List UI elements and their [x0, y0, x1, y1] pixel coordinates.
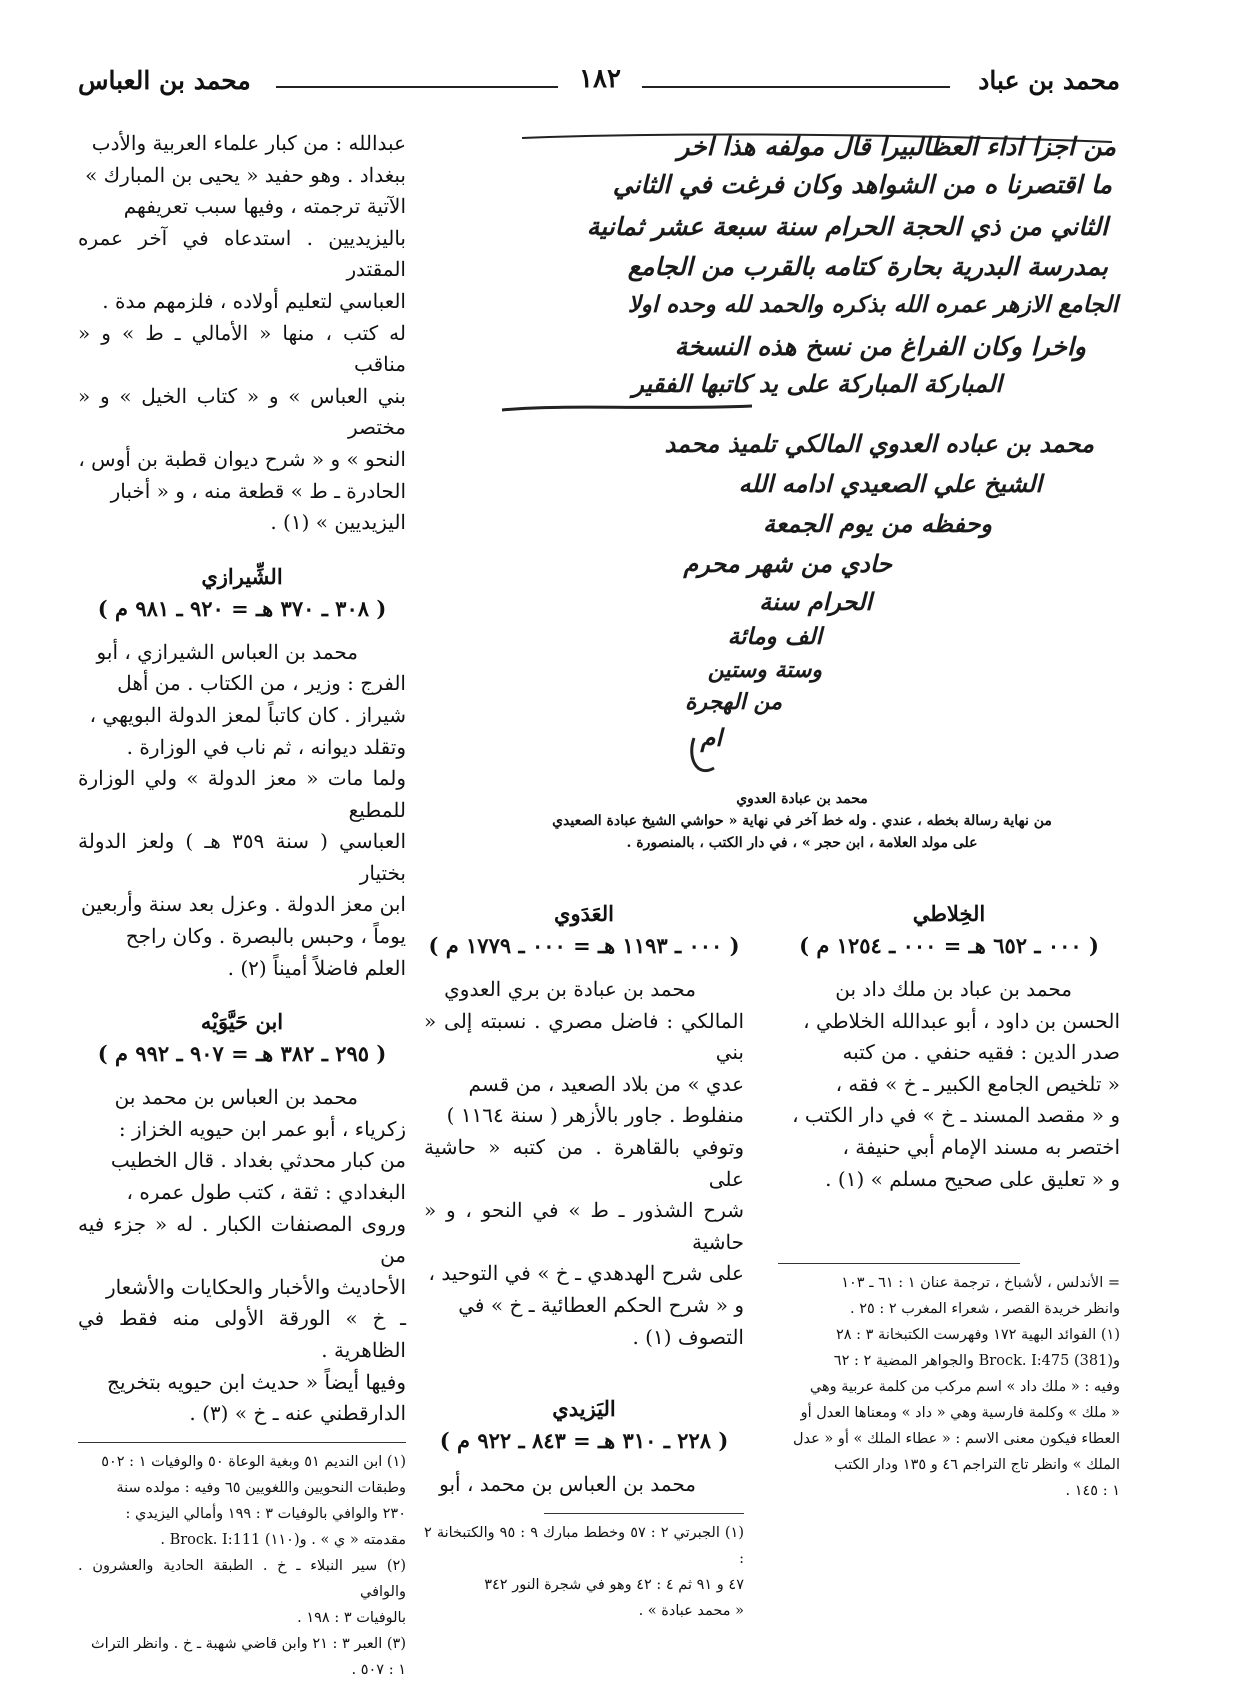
text-line: بني العباس » و « كتاب الخيل » و « مختصر	[78, 383, 406, 440]
footnotes	[78, 1449, 406, 1683]
text-line: الحسن بن داود ، أبو عبدالله الخلاطي ،	[803, 1008, 1120, 1033]
text-line: عدي » من بلاد الصعيد ، من قسم	[468, 1071, 744, 1096]
footnote-line: (١) ابن النديم ٥١ وبغية الوعاة ٥٠ والوفيات ١ : ٥٠٢	[101, 1453, 406, 1470]
footnote-line: « محمد عبادة » .	[638, 1602, 744, 1619]
entry-title: الشِّيرازي	[201, 563, 283, 589]
footnote-line: (١) الجبرتي ٢ : ٥٧ وخطط مبارك ٩ : ٩٥ والكتبخانة ٢ :	[424, 1524, 745, 1567]
manuscript-line: بمدرسة البدرية بحارة كتامه بالقرب من الجامع	[627, 252, 1108, 281]
text-line: العباسي لتعليم أولاده ، فلزمهم مدة .	[102, 288, 406, 313]
text-line: محمد بن العباس بن محمد ، أبو	[439, 1472, 696, 1497]
text-line: وتوفي بالقاهرة . من كتبه « حاشية على	[424, 1134, 744, 1191]
caption-line: من نهاية رسالة بخطه ، عندي . وله خط آخر في نهاية « حواشي الشيخ عبادة الصعيدي	[552, 813, 1052, 829]
text-line: على شرح الهدهدي ـ خ » في التوحيد ،	[428, 1261, 744, 1286]
text-line: المالكي : فاضل مصري . نسبته إلى « بني	[424, 1008, 744, 1065]
footnote-line: ٤٧ و ٩١ ثم ٤ : ٤٢ وهو في شجرة النور ٣٤٢	[484, 1576, 744, 1593]
manuscript-line: محمد بن عباده العدوي المالكي تلميذ محمد	[664, 430, 1094, 458]
text-line: العباسي ( سنة ٣٥٩ هـ ) ولعز الدولة بختيار	[78, 829, 407, 885]
manuscript-line: الحرام سنة	[759, 588, 872, 616]
text-line: ولما مات « معز الدولة » ولي الوزارة للمطيع	[78, 766, 406, 822]
footnotes	[424, 1520, 744, 1624]
text-line: و « مقصد المسند ـ خ » في دار الكتب ،	[792, 1103, 1120, 1128]
footnote-rule	[78, 1442, 406, 1443]
footnote-line: (١) الفوائد البهية ١٧٢ وفهرست الكتبخانة ٣ : ٢٨	[835, 1327, 1120, 1344]
entry-adawi	[424, 898, 744, 1353]
text-line: ببغداد . وهو حفيد « يحيى بن المبارك »	[85, 162, 406, 187]
text-line: من كبار محدثي بغداد . قال الخطيب	[110, 1148, 406, 1173]
manuscript-line: حادي من شهر محرم	[683, 550, 892, 578]
entry-dates: ( ٠٠٠ ـ ٦٥٢ هـ = ٠٠٠ ـ ١٢٥٤ م )	[799, 933, 1099, 958]
text-line: له كتب ، منها « الأمالي ـ ط » و « مناقب	[78, 320, 406, 377]
manuscript-line: الشيخ علي الصعيدي ادامه الله	[738, 470, 1042, 498]
text-line: الفرج : وزير ، من الكتاب . من أهل	[117, 671, 406, 696]
header-rule-left	[276, 86, 558, 88]
text-line: النحو » و « شرح ديوان قطبة بن أوس ،	[78, 446, 406, 471]
entry-title: الخِلاطي	[912, 901, 986, 926]
text-line: وروى المصنفات الكبار . له « جزء فيه من	[78, 1211, 406, 1268]
footnote-line: (٣) العبر ٣ : ٢١ وابن قاضي شهبة ـ خ . وانظر التراث	[90, 1635, 406, 1652]
footnote-line: بالوفيات ٣ : ١٩٨ .	[297, 1609, 406, 1626]
manuscript-line: واخرا وكان الفراغ من نسخ هذه النسخة	[674, 332, 1086, 361]
text-line: « تلخيص الجامع الكبير ـ خ » فقه ،	[835, 1071, 1120, 1096]
entry-yazidi	[424, 1393, 744, 1501]
manuscript-image	[482, 128, 1122, 788]
header-left-name: محمد بن العباس	[78, 66, 251, 95]
manuscript-line: الثاني من ذي الحجة الحرام سنة سبعة عشر ثمانية	[586, 212, 1108, 241]
text-line: باليزيديين . استدعاه في آخر عمره المقتدر	[78, 225, 406, 282]
text-line: الآتية ترجمته ، وفيها سبب تعريفهم	[123, 194, 406, 219]
entry-dates: ( ٠٠٠ ـ ١١٩٣ هـ = ٠٠٠ ـ ١٧٧٩ م )	[428, 933, 740, 958]
text-line: ـ خ » الورقة الأولى منه فقط في الظاهرية .	[78, 1306, 406, 1362]
entry-title: ابن حَيَّوَيْه	[200, 1009, 284, 1035]
footnote-line: العطاء فيكون معنى الاسم : « عطاء الملك » أو « عدل	[792, 1431, 1120, 1448]
footnote-line: (٢) سير النبلاء ـ خ . الطبقة الحادية والعشرون . والوافي	[78, 1557, 406, 1600]
footnote-line: ١ : ٥٠٧ .	[351, 1661, 406, 1678]
entry-dates: ( ٣٠٨ ـ ٣٧٠ هـ = ٩٢٠ ـ ٩٨١ م )	[97, 595, 387, 621]
text-line: منفلوط . جاور بالأزهر ( سنة ١١٦٤ )	[446, 1103, 744, 1128]
footnote-line: = الأندلس ، لأشباخ ، ترجمة عنان ١ : ٦١ ـ ١٠٣	[841, 1275, 1120, 1292]
footnote-line: مقدمته « ي » . و(١١٠) Brock. I:111 .	[160, 1531, 406, 1548]
text-line: محمد بن العباس الشيرازي ، أبو	[96, 639, 358, 664]
footnote-rule	[778, 1263, 1020, 1264]
yazidi-continuation	[78, 128, 406, 539]
footnote-line: وانظر خريدة القصر ، شعراء المغرب ٢ : ٢٥ .	[849, 1301, 1120, 1318]
manuscript-caption	[482, 788, 1122, 854]
text-line: وتقلد ديوانه ، ثم ناب في الوزارة .	[126, 734, 406, 759]
text-line: محمد بن عباد بن ملك داد بن	[835, 977, 1072, 1001]
manuscript-line: الجامع الازهر عمره الله بذكره والحمد لله وحده اولا	[627, 292, 1118, 318]
entry-ibn-hayyawayh	[78, 1006, 406, 1430]
text-line: و « تعليق على صحيح مسلم » (١) .	[825, 1166, 1120, 1191]
text-line: و « شرح الحكم العطائية ـ خ » في	[458, 1292, 744, 1317]
caption-line: على مولد العلامة ، ابن حجر » ، في دار الكتب ، بالمنصورة .	[626, 835, 978, 851]
middle-column	[424, 898, 744, 1624]
text-line: اختصر به مسند الإمام أبي حنيفة ،	[842, 1134, 1120, 1159]
text-line: عبدالله : من كبار علماء العربية والأدب	[91, 131, 406, 155]
manuscript-line: من اجزا اداء العظالبيرا قال مولفه هذا اخر	[677, 132, 1116, 161]
footnote-line: ١ : ١٤٥ .	[1065, 1483, 1120, 1500]
text-line: يوماً ، وحبس بالبصرة . وكان راجح	[125, 924, 406, 949]
entry-title: العَدَوي	[554, 901, 614, 926]
footnote-line: وفيه : « ملك داد » اسم مركب من كلمة عربية وهي	[809, 1379, 1120, 1396]
text-line: اليزيديين » (١) .	[270, 510, 406, 535]
entry-shirazi	[78, 561, 406, 985]
entry-dates: ( ٢٢٨ ـ ٣١٠ هـ = ٨٤٣ ـ ٩٢٢ م )	[439, 1428, 729, 1454]
entry-title: اليَزيدي	[552, 1396, 616, 1422]
text-line: البغدادي : ثقة ، كتب طول عمره ،	[126, 1180, 406, 1205]
text-line: محمد بن عبادة بن بري العدوي	[444, 977, 696, 1001]
text-line: وفيها أيضاً « حديث ابن حيويه بتخريج	[107, 1369, 406, 1394]
header-right-name: محمد بن عباد	[978, 66, 1120, 95]
manuscript-line: المباركة المباركة على يد كاتبها الفقير	[632, 370, 1002, 398]
text-line: الحادرة ـ ط » قطعة منه ، و « أخبار	[110, 478, 406, 503]
right-column	[778, 898, 1120, 1504]
left-column	[78, 128, 406, 1683]
footnote-line: و(381) Brock. I:475 والجواهر المضية ٢ : ٦٢	[833, 1353, 1120, 1370]
text-line: التصوف (١) .	[632, 1324, 744, 1349]
text-line: الأحاديث والأخبار والحكايات والأشعار	[106, 1274, 406, 1299]
footnotes	[778, 1270, 1120, 1504]
manuscript-line: ام	[700, 724, 722, 752]
text-line: ابن معز الدولة . وعزل بعد سنة وأربعين	[81, 892, 406, 917]
running-header	[78, 62, 1120, 106]
footnote-rule	[544, 1513, 744, 1514]
caption-title: محمد بن عبادة العدوي	[736, 791, 868, 807]
text-line: الدارقطني عنه ـ خ » (٣) .	[189, 1401, 406, 1426]
text-line: صدر الدين : فقيه حنفي . من كتبه	[842, 1040, 1120, 1065]
manuscript-line: ما اقتصرنا ه من الشواهد وكان فرغت في الثاني	[612, 170, 1112, 199]
entry-khilati	[778, 898, 1120, 1195]
footnote-line: الملك » وانظر تاج التراجم ٤٦ و ١٣٥ ودار الكتب	[834, 1457, 1120, 1474]
text-line: زكرياء ، أبو عمر ابن حيويه الخزاز :	[118, 1116, 406, 1141]
footnote-line: « ملك » وكلمة فارسية وهي « داد » ومعناها العدل أو	[800, 1405, 1120, 1422]
text-line: شيراز . كان كاتباً لمعز الدولة البويهي ،	[89, 702, 406, 727]
manuscript-line: الف ومائة	[727, 624, 822, 650]
text-line: شرح الشذور ـ ط » في النحو ، و « حاشية	[424, 1198, 744, 1254]
text-line: العلم فاضلاً أميناً (٢) .	[227, 955, 406, 980]
footnote-line: وطبقات النحويين واللغويين ٦٥ وفيه : مولده سنة	[116, 1479, 406, 1496]
header-rule-right	[642, 86, 950, 88]
page-number: ١٨٢	[579, 64, 621, 94]
text-line: محمد بن العباس بن محمد بن	[114, 1085, 358, 1110]
entry-dates: ( ٢٩٥ ـ ٣٨٢ هـ = ٩٠٧ ـ ٩٩٢ م )	[97, 1041, 387, 1067]
manuscript-line: من الهجرة	[684, 690, 782, 715]
manuscript-line: وحفظه من يوم الجمعة	[762, 510, 992, 538]
footnote-line: ٢٣٠ والوافي بالوفيات ٣ : ١٩٩ وأمالي اليزيدي :	[125, 1505, 406, 1522]
manuscript-line: وستة وستين	[707, 658, 822, 683]
